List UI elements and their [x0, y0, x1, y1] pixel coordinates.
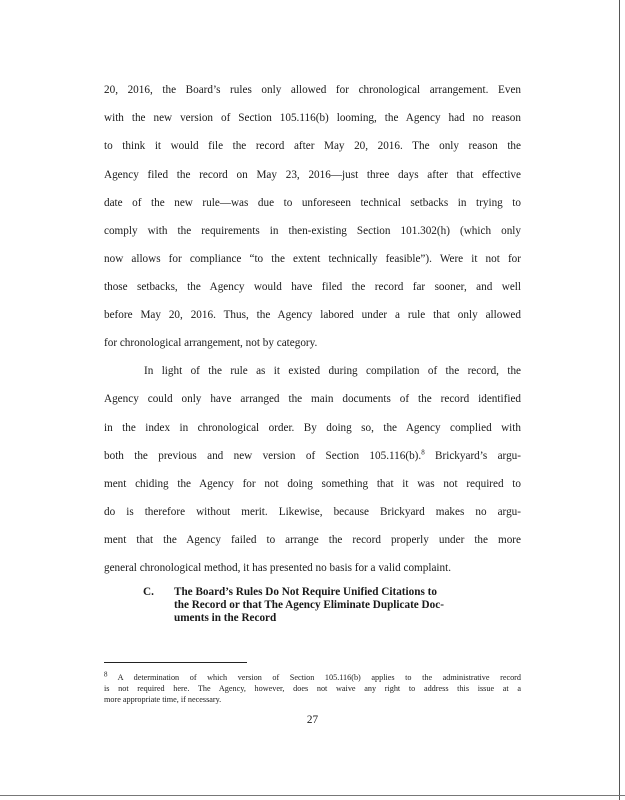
body-text: both the previous and new version of Section 105.116(b).	[104, 450, 422, 462]
body-line: before May 20, 2016. Thus, the Agency labored under a rule that only allowed	[104, 309, 521, 321]
footnote-text: A determination of which version of Section 105.116(b) applies to the administrative record	[107, 673, 521, 682]
footnote-marker: 8	[104, 670, 108, 679]
body-line: those setbacks, the Agency would have filed the record far sooner, and well	[104, 281, 521, 293]
body-line-with-footnote-ref	[104, 449, 521, 463]
body-line: date of the new rule—was due to unforeseen technical setbacks in trying to	[104, 197, 521, 209]
body-line: to think it would file the record after May 20, 2016. The only reason the	[104, 140, 521, 152]
footnote-reference: 8	[421, 448, 425, 457]
body-line: Agency filed the record on May 23, 2016—just three days after that effective	[104, 169, 521, 181]
body-line: 20, 2016, the Board’s rules only allowed for chronological arrangement. Even	[104, 84, 521, 96]
page-edge-right	[619, 0, 620, 800]
page-number: 27	[306, 714, 319, 726]
body-line: for chronological arrangement, not by category.	[104, 337, 318, 349]
footnote-line: more appropriate time, if necessary.	[104, 695, 222, 704]
body-text: Brickyard’s argu-	[424, 450, 521, 462]
section-heading-line: the Record or that The Agency Eliminate Duplicate Doc-	[174, 599, 444, 611]
section-heading-line: uments in the Record	[174, 612, 277, 624]
body-line: Agency could only have arranged the main documents of the record identified	[104, 393, 521, 405]
body-line: general chronological method, it has presented no basis for a valid complaint.	[104, 562, 452, 574]
body-line: comply with the requirements in then-existing Section 101.302(h) (which only	[104, 225, 521, 237]
body-line: in the index in chronological order. By doing so, the Agency complied with	[104, 422, 521, 434]
footnote-line	[104, 672, 521, 683]
body-line: In light of the rule as it existed during compilation of the record, the	[144, 365, 521, 377]
footnote-line: is not required here. The Agency, however, does not waive any right to address this issue at a	[104, 684, 521, 693]
body-line: ment chiding the Agency for not doing something that it was not required to	[104, 478, 521, 490]
body-line: ment that the Agency failed to arrange the record properly under the more	[104, 534, 521, 546]
section-letter: C.	[143, 586, 154, 598]
section-heading-line: The Board’s Rules Do Not Require Unified Citations to	[174, 586, 437, 598]
body-line: with the new version of Section 105.116(b) looming, the Agency had no reason	[104, 112, 521, 124]
page-edge-bottom	[0, 795, 625, 796]
body-line: do is therefore without merit. Likewise, because Brickyard makes no argu-	[104, 506, 521, 518]
footnote-divider	[104, 662, 247, 663]
body-line: now allows for compliance “to the extent technically feasible”). Were it not for	[104, 253, 521, 265]
